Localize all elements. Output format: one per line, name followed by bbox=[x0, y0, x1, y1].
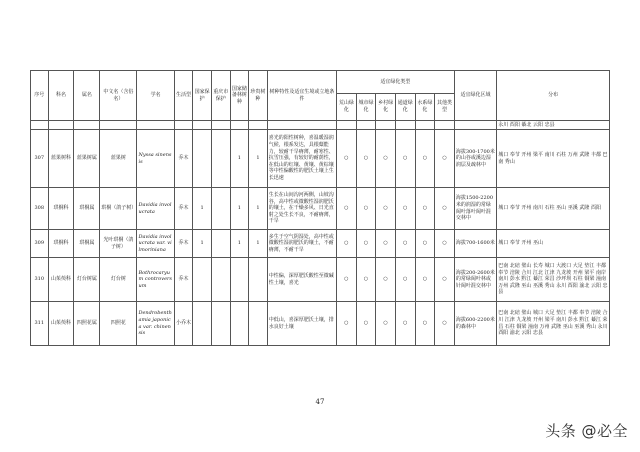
no-cell: 307 bbox=[31, 130, 49, 188]
greening-mark-cell: ○ bbox=[415, 188, 435, 230]
region-cell: 海拔600-2200米的森林中 bbox=[454, 302, 496, 346]
greening-mark-cell: ○ bbox=[337, 230, 357, 258]
greening-mark-cell: ○ bbox=[415, 130, 435, 188]
greening-mark-cell: ○ bbox=[415, 258, 435, 302]
chongqing-cell bbox=[211, 230, 230, 258]
col-header-genus: 属名 bbox=[74, 71, 100, 121]
greening-mark-cell: ○ bbox=[435, 130, 455, 188]
national-cell: 1 bbox=[193, 188, 212, 230]
table-row bbox=[31, 230, 610, 258]
chongqing-cell bbox=[211, 130, 230, 188]
greening-mark-cell: ○ bbox=[395, 130, 415, 188]
col-header-greening-type: 乡村绿化 bbox=[376, 94, 396, 121]
cn-name-cell: 珙桐（鸽子树） bbox=[100, 188, 137, 230]
col-header-national: 国家保护 bbox=[193, 71, 212, 121]
chongqing-cell bbox=[211, 302, 230, 346]
sci-name-cell: Davidia involucrata var. vilmoriniana bbox=[137, 230, 174, 258]
greening-mark-cell: ○ bbox=[435, 302, 455, 346]
col-header-greening-type: 水系绿化 bbox=[415, 94, 435, 121]
chongqing-cell bbox=[211, 188, 230, 230]
table-row bbox=[31, 130, 610, 188]
reserve-cell: 1 bbox=[230, 188, 249, 230]
family-cell: 蓝果树科 bbox=[48, 130, 74, 188]
col-header-habit: 树种特性及适宜生境或立地条件 bbox=[267, 71, 336, 121]
col-header-sci-name: 学名 bbox=[137, 71, 174, 121]
family-cell: 山茱萸科 bbox=[48, 302, 74, 346]
cn-name-cell: 光叶珙桐（鸽子树） bbox=[100, 230, 137, 258]
greening-mark-cell: ○ bbox=[356, 130, 376, 188]
greening-mark-cell: ○ bbox=[395, 230, 415, 258]
greening-mark-cell: ○ bbox=[337, 258, 357, 302]
national-cell bbox=[193, 258, 212, 302]
rare-cell: 1 bbox=[249, 130, 268, 188]
greening-mark-cell: ○ bbox=[435, 258, 455, 302]
sci-name-cell: Nyssa sinensis bbox=[137, 130, 174, 188]
life-form-cell: 小乔木 bbox=[174, 302, 193, 346]
sci-name-cell: Bothrocaryum controversum bbox=[137, 258, 174, 302]
col-header-family: 科名 bbox=[48, 71, 74, 121]
rare-cell bbox=[249, 302, 268, 346]
rare-cell: 1 bbox=[249, 230, 268, 258]
genus-cell: 蓝果树属 bbox=[74, 130, 100, 188]
col-header-greening-group: 适宜绿化类型 bbox=[337, 71, 455, 94]
table-row bbox=[31, 302, 610, 346]
national-cell: 1 bbox=[193, 230, 212, 258]
greening-mark-cell: ○ bbox=[356, 258, 376, 302]
greening-mark-cell: ○ bbox=[376, 258, 396, 302]
col-header-greening-type: 城市绿化 bbox=[356, 94, 376, 121]
greening-mark-cell: ○ bbox=[395, 188, 415, 230]
col-header-greening-type: 荒山绿化 bbox=[337, 94, 357, 121]
genus-cell: 珙桐属 bbox=[74, 188, 100, 230]
reserve-cell bbox=[230, 258, 249, 302]
cn-name-cell: 灯台树 bbox=[100, 258, 137, 302]
watermark: 头条 @必全 bbox=[545, 422, 628, 440]
table-row bbox=[31, 188, 610, 230]
region-cell: 海拔200-2600米的常绿阔叶林或针阔叶混交林中 bbox=[454, 258, 496, 302]
header-row bbox=[31, 71, 610, 94]
greening-mark-cell: ○ bbox=[376, 130, 396, 188]
life-form-cell: 乔木 bbox=[174, 188, 193, 230]
col-header-rare: 珍贵树种 bbox=[249, 71, 268, 121]
distribution-cell: 城口 奉节 开州 南川 石柱 巫山 巫溪 武隆 酉阳 bbox=[497, 188, 610, 230]
greening-mark-cell: ○ bbox=[356, 188, 376, 230]
family-cell: 山茱萸科 bbox=[48, 258, 74, 302]
greening-mark-cell: ○ bbox=[337, 302, 357, 346]
life-form-cell: 乔木 bbox=[174, 258, 193, 302]
no-cell: 308 bbox=[31, 188, 49, 230]
habit-cell: 中性偏，深厚肥沃酸性至微碱性土壤，喜光 bbox=[267, 258, 336, 302]
genus-cell: 灯台树属 bbox=[74, 258, 100, 302]
col-header-life-form: 生活型 bbox=[174, 71, 193, 121]
col-header-greening-type: 通道绿化 bbox=[395, 94, 415, 121]
col-header-no: 序号 bbox=[31, 71, 49, 121]
table-row bbox=[31, 258, 610, 302]
national-cell bbox=[193, 130, 212, 188]
habit-cell: 中低山，喜深厚肥沃土壤，排水良好土壤 bbox=[267, 302, 336, 346]
region-cell: 海拔1500-2200米的润湿的常绿阔叶落叶阔叶混交林中 bbox=[454, 188, 496, 230]
family-cell: 珙桐科 bbox=[48, 230, 74, 258]
rare-cell bbox=[249, 258, 268, 302]
national-cell bbox=[193, 302, 212, 346]
reserve-cell: 1 bbox=[230, 230, 249, 258]
habit-cell: 多生于空气阴湿处，高中性或微酸性湿润肥沃的壤土，不耐瘠薄，不耐干旱 bbox=[267, 230, 336, 258]
greening-mark-cell: ○ bbox=[415, 230, 435, 258]
greening-mark-cell: ○ bbox=[395, 258, 415, 302]
col-header-region: 适宜绿化区域 bbox=[454, 71, 496, 121]
distribution-cell: 城口 奉节 开州 梁平 南川 石柱 万州 武隆 丰都 巴南 秀山 bbox=[497, 130, 610, 188]
life-form-cell: 乔木 bbox=[174, 130, 193, 188]
sci-name-cell: Davidia involucrata bbox=[137, 188, 174, 230]
page-number: 47 bbox=[315, 398, 325, 406]
distribution-cell: 城口 奉节 开州 巫山 bbox=[497, 230, 610, 258]
sci-name-cell: Dendrobenthamia japonica var. chinensis bbox=[137, 302, 174, 346]
continuation-row bbox=[31, 121, 610, 130]
habit-cell: 喜光的阳性树种，喜温暖湿润气候，根系发达，具根蘖能力，较耐干旱瘠薄，耐寒性、抗雪压强，有较好的耐荫性，在低山的红壤、黄壤、黄棕壤等中性偏酸性的肥沃土壤上生长迅速 bbox=[267, 130, 336, 188]
no-cell: 310 bbox=[31, 258, 49, 302]
distribution-cell: 巴南 北碚 璧山 城口 大足 垫江 丰都 奉节 涪陵 合川 江津 九龙坡 开州 梁平 南川 彭水 黔江 綦江 荣昌 石柱 铜梁 潼南 万州 武隆 巫山 巫溪 秀山 永川 酉阳 渝北 云阳 忠县 bbox=[497, 302, 610, 346]
reserve-cell: 1 bbox=[230, 130, 249, 188]
greening-mark-cell: ○ bbox=[337, 188, 357, 230]
greening-mark-cell: ○ bbox=[356, 302, 376, 346]
distribution-cell: 巴南 北碚 璧山 长寿 城口 大渡口 大足 垫江 丰都 奉节 涪陵 合川 江北 江津 九龙坡 开州 梁平 南岸 南川 彭水 黔江 綦江 荣昌 沙坪坝 石柱 铜梁 潼南 万州 武隆 巫山 巫溪 秀山 永川 酉阳 渝北 云阳 忠县 bbox=[497, 258, 610, 302]
habit-cell: 生长在山间沟河两侧，山坡沟谷，高中性或微酸性湿润肥沃的壤土，在干燥多风、日光直射之处生长不良，不耐瘠薄，干旱 bbox=[267, 188, 336, 230]
rare-cell: 1 bbox=[249, 188, 268, 230]
reserve-cell bbox=[230, 302, 249, 346]
genus-cell: 四照花属 bbox=[74, 302, 100, 346]
col-header-cn-name: 中文名（含俗名） bbox=[100, 71, 137, 121]
region-cell: 海拔300-1700米的山谷或溪边湿润层及疏林中 bbox=[454, 130, 496, 188]
genus-cell: 珙桐属 bbox=[74, 230, 100, 258]
greening-mark-cell: ○ bbox=[376, 302, 396, 346]
greening-mark-cell: ○ bbox=[435, 230, 455, 258]
cn-name-cell: 蓝果树 bbox=[100, 130, 137, 188]
no-cell: 309 bbox=[31, 230, 49, 258]
distribution-cell: 永川 酉阳 綦北 云阳 忠县 bbox=[497, 121, 610, 130]
family-cell: 珙桐科 bbox=[48, 188, 74, 230]
greening-mark-cell: ○ bbox=[376, 188, 396, 230]
region-cell: 海拔700-1600米 bbox=[454, 230, 496, 258]
col-header-greening-type: 其他类型 bbox=[435, 94, 455, 121]
chongqing-cell bbox=[211, 258, 230, 302]
cn-name-cell: 四照花 bbox=[100, 302, 137, 346]
species-table bbox=[30, 70, 610, 346]
greening-mark-cell: ○ bbox=[395, 302, 415, 346]
no-cell: 311 bbox=[31, 302, 49, 346]
col-header-reserve: 国家储备林树种 bbox=[230, 71, 249, 121]
greening-mark-cell: ○ bbox=[415, 302, 435, 346]
col-header-chongqing: 重庆市保护 bbox=[211, 71, 230, 121]
greening-mark-cell: ○ bbox=[356, 230, 376, 258]
col-header-distribution: 分布 bbox=[497, 71, 610, 121]
greening-mark-cell: ○ bbox=[435, 188, 455, 230]
greening-mark-cell: ○ bbox=[337, 130, 357, 188]
greening-mark-cell: ○ bbox=[376, 230, 396, 258]
life-form-cell: 乔木 bbox=[174, 230, 193, 258]
